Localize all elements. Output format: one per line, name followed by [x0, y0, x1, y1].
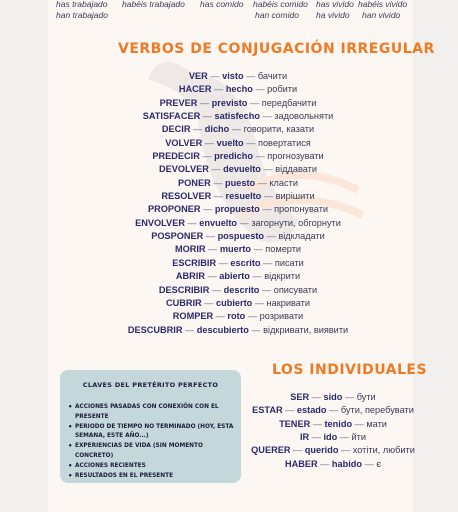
verb-row: [238, 391, 428, 404]
dash-separator: —: [255, 177, 270, 188]
dash-separator: —: [282, 405, 297, 416]
dash-separator: —: [245, 311, 260, 322]
verb-row: [108, 123, 368, 136]
dash-separator: —: [207, 71, 223, 81]
individuales-title: LOS INDIVIDUALES: [272, 362, 428, 378]
dash-separator: —: [209, 284, 224, 295]
verb-participle: satisfecho: [214, 111, 260, 122]
verb-translation: відкладати: [278, 231, 325, 242]
verb-participle: predicho: [214, 151, 253, 162]
verb-participle: envuelto: [199, 217, 238, 228]
verb-row: [238, 431, 428, 444]
dash-separator: —: [310, 418, 325, 429]
verb-row: [238, 418, 428, 431]
verb-infinitive: ROMPER: [172, 311, 214, 322]
verb-participle: pospuesto: [217, 231, 265, 242]
verb-participle: descrito: [223, 284, 260, 295]
verb-infinitive: DESCUBRIR: [127, 324, 183, 335]
claves-item: • EXPERIENCIAS DE VIDA (SIN MOMENTO CONCRETO): [68, 442, 235, 462]
conj-cell: ha vivido: [316, 10, 350, 20]
dash-separator: —: [342, 392, 357, 402]
dash-separator: —: [190, 124, 205, 135]
verb-translation: віддавати: [275, 164, 317, 175]
conj-cell: han vivido: [362, 10, 401, 20]
dash-separator: —: [259, 111, 275, 122]
verb-translation: відкрити: [264, 271, 301, 282]
dash-separator: —: [203, 231, 218, 242]
claves-list: [60, 403, 241, 481]
verb-translation: говорити, казати: [243, 124, 315, 135]
claves-item: • ACCIONES RECIENTES: [68, 462, 235, 472]
verb-infinitive: RESOLVER: [161, 191, 212, 202]
verb-participle: hecho: [225, 84, 253, 95]
conj-cell: has vivido: [316, 0, 354, 9]
verb-row: [108, 243, 368, 256]
dash-separator: —: [210, 177, 226, 188]
verb-infinitive: POSPONER: [151, 231, 204, 242]
verb-row: [108, 324, 368, 337]
dash-separator: —: [200, 204, 215, 215]
verb-translation: загорнути, обгорнути: [251, 217, 341, 228]
dash-separator: —: [229, 124, 244, 135]
dash-separator: —: [264, 231, 279, 242]
verb-row: [108, 163, 368, 176]
verb-translation: відкривати, виявити: [263, 324, 349, 335]
verb-participle: habido: [331, 458, 363, 469]
verb-participle: escrito: [230, 257, 261, 268]
claves-item: • RESULTADOS EN EL PRESENTE: [68, 472, 235, 482]
verb-row: [238, 404, 428, 417]
conj-cell: has trabajado: [56, 0, 108, 9]
verb-row: [108, 217, 368, 230]
dash-separator: —: [243, 71, 258, 81]
claves-item: • PERIODO DE TIEMPO NO TERMINADO (HOY, ESTA SEMANA, ESTE AÑO...): [68, 423, 235, 443]
verb-infinitive: HACER: [178, 84, 212, 95]
verb-infinitive: TENER: [279, 418, 311, 429]
verb-infinitive: QUERER: [251, 445, 291, 456]
verb-row: [108, 190, 368, 203]
verb-translation: бути: [356, 392, 376, 402]
dash-separator: —: [252, 84, 268, 95]
irregular-verbs-title: VERBOS DE CONJUGACIÓN IRREGULAR: [118, 41, 435, 57]
dash-separator: —: [200, 111, 215, 122]
verb-translation: робити: [267, 84, 298, 95]
verb-translation: класти: [269, 177, 298, 188]
verb-infinitive: PROPONER: [147, 204, 201, 215]
verb-infinitive: ESTAR: [252, 405, 283, 416]
verb-translation: померти: [265, 244, 302, 255]
verb-translation: повертатися: [257, 137, 311, 148]
verb-translation: бути, перебувати: [340, 405, 414, 416]
verb-infinitive: PONER: [178, 177, 211, 188]
dash-separator: —: [211, 191, 226, 202]
verb-row: [108, 203, 368, 216]
verb-translation: мати: [366, 418, 387, 429]
dash-separator: —: [247, 97, 262, 108]
dash-separator: —: [237, 217, 252, 228]
conj-cell: han trabajado: [56, 10, 108, 20]
dash-separator: —: [261, 191, 276, 202]
verb-translation: передбачити: [261, 97, 317, 108]
verb-row: [108, 270, 368, 283]
dash-separator: —: [208, 164, 224, 175]
verb-translation: йти: [351, 432, 367, 443]
verb-translation: вирішити: [275, 191, 315, 202]
verb-translation: бачити: [257, 71, 288, 81]
verb-row: [108, 110, 368, 123]
verb-translation: розривати: [259, 311, 304, 322]
verb-infinitive: PREVER: [159, 97, 198, 108]
dash-separator: —: [362, 458, 377, 469]
conjugation-row-top: [48, 0, 413, 24]
dash-separator: —: [202, 137, 217, 148]
dash-separator: —: [309, 392, 324, 402]
dash-separator: —: [184, 217, 200, 228]
dash-separator: —: [352, 418, 367, 429]
verb-infinitive: MORIR: [174, 244, 206, 255]
verb-translation: хотіти, любити: [352, 445, 415, 456]
conj-cell: habéis vivido: [358, 0, 408, 9]
verb-translation: задовольняти: [274, 111, 334, 122]
verb-row: [108, 150, 368, 163]
verb-participle: tenido: [324, 418, 353, 429]
dash-separator: —: [251, 244, 266, 255]
dash-separator: —: [260, 257, 275, 268]
dash-separator: —: [243, 137, 258, 148]
dash-separator: —: [216, 257, 231, 268]
verb-row: [108, 137, 368, 150]
verb-participle: cubierto: [216, 297, 253, 308]
verb-row: [108, 83, 368, 96]
verb-translation: пропонувати: [274, 204, 329, 215]
verb-infinitive: SATISFACER: [142, 111, 201, 122]
verb-infinitive: VOLVER: [165, 137, 203, 148]
dash-separator: —: [197, 97, 212, 108]
verb-row: [108, 257, 368, 270]
individuales-verb-list: [238, 391, 428, 471]
verb-infinitive: DEVOLVER: [158, 164, 209, 175]
dash-separator: —: [199, 151, 215, 162]
verb-participle: roto: [227, 311, 246, 322]
verb-row: [238, 444, 428, 457]
verb-row: [238, 458, 428, 471]
dash-separator: —: [204, 271, 220, 282]
verb-row: [108, 97, 368, 110]
verb-participle: sido: [323, 392, 343, 402]
verb-participle: previsto: [211, 97, 248, 108]
verb-infinitive: VER: [188, 71, 208, 81]
verb-infinitive: SER: [290, 392, 310, 402]
dash-separator: —: [205, 244, 220, 255]
verb-row: [108, 310, 368, 323]
dash-separator: —: [201, 297, 216, 308]
verb-infinitive: CUBRIR: [165, 297, 202, 308]
verb-participle: descubierto: [196, 324, 249, 335]
claves-title: CLAVES DEL PRETÉRITO PERFECTO: [82, 381, 219, 389]
verb-translation: накривати: [266, 297, 311, 308]
verb-row: [108, 230, 368, 243]
dash-separator: —: [338, 445, 353, 456]
verb-row: [108, 297, 368, 310]
claves-box: [60, 370, 241, 483]
conj-cell: habéis trabajado: [122, 0, 185, 9]
verb-translation: прогнозувати: [267, 151, 324, 162]
verb-participle: abierto: [219, 271, 250, 282]
dash-separator: —: [182, 324, 197, 335]
verb-participle: resuelto: [225, 191, 262, 202]
dash-separator: —: [326, 405, 341, 416]
dash-separator: —: [248, 324, 264, 335]
dash-separator: —: [290, 445, 305, 456]
dash-separator: —: [211, 84, 226, 95]
dash-separator: —: [260, 164, 276, 175]
conj-cell: han comido: [255, 10, 299, 20]
dash-separator: —: [213, 311, 228, 322]
verb-translation: є: [376, 458, 382, 469]
dash-separator: —: [259, 204, 275, 215]
verb-row: [108, 284, 368, 297]
verb-infinitive: DECIR: [161, 124, 191, 135]
claves-item: • ACCIONES PASADAS CON CONEXIÓN CON EL PRESENTE: [68, 403, 235, 423]
verb-participle: propuesto: [214, 204, 260, 215]
verb-participle: ido: [323, 432, 338, 443]
verb-infinitive: ABRIR: [175, 271, 205, 282]
verb-infinitive: ENVOLVER: [135, 217, 185, 228]
verb-infinitive: PREDECIR: [152, 151, 200, 162]
verb-translation: писати: [274, 257, 304, 268]
verb-row: [108, 177, 368, 190]
verb-participle: estado: [296, 405, 327, 416]
dash-separator: —: [252, 297, 267, 308]
worksheet-page: [48, 0, 435, 512]
dash-separator: —: [309, 432, 324, 443]
verb-participle: puesto: [225, 177, 256, 188]
verb-infinitive: ESCRIBIR: [172, 257, 217, 268]
conj-cell: habéis comido: [253, 0, 308, 9]
dash-separator: —: [337, 432, 352, 443]
verb-infinitive: HABER: [284, 458, 318, 469]
irregular-verb-list: [108, 70, 368, 337]
dash-separator: —: [252, 151, 268, 162]
verb-row: [108, 70, 368, 83]
verb-participle: querido: [304, 445, 339, 456]
dash-separator: —: [317, 458, 332, 469]
conj-cell: has comido: [200, 0, 244, 9]
verb-participle: visto: [222, 71, 244, 81]
verb-participle: vuelto: [216, 137, 244, 148]
verb-participle: devuelto: [223, 164, 261, 175]
verb-participle: muerto: [219, 244, 251, 255]
verb-infinitive: DESCRIBIR: [158, 284, 210, 295]
verb-infinitive: IR: [299, 432, 310, 443]
verb-translation: описувати: [273, 284, 318, 295]
verb-participle: dicho: [204, 124, 230, 135]
dash-separator: —: [259, 284, 274, 295]
dash-separator: —: [249, 271, 265, 282]
